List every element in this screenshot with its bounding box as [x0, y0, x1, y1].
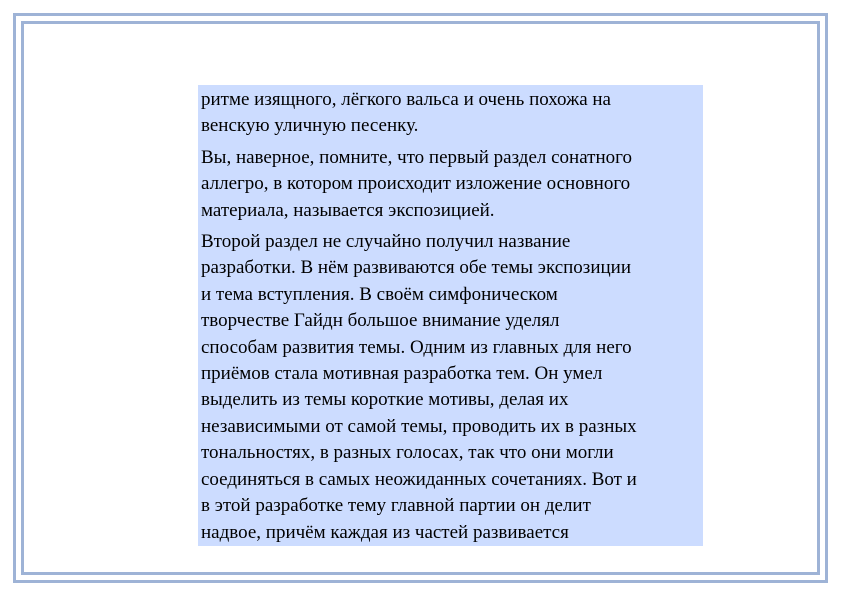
- text-line: Второй раздел не случайно получил название: [201, 231, 571, 253]
- text-line: надвое, причём каждая из частей развивается: [201, 521, 569, 543]
- paragraph-3: [201, 229, 699, 546]
- text-line: Вы, наверное, помните, что первый раздел сонатного: [201, 146, 632, 168]
- text-line: тональностях, в разных голосах, так что они могли: [201, 442, 614, 464]
- text-line: приёмов стала мотивная разработка тем. Он умел: [201, 363, 603, 385]
- text-box: [198, 85, 703, 546]
- text-line: в этой разработке тему главной партии он делит: [201, 495, 591, 517]
- text-line: способам развития темы. Одним из главных для него: [201, 336, 632, 358]
- text-line: разработки. В нём развиваются обе темы экспозиции: [201, 257, 631, 279]
- paragraph-1: [201, 87, 699, 140]
- text-line: и тема вступления. В своём симфоническом: [201, 283, 558, 305]
- text-line: ритме изящного, лёгкого вальса и очень похожа на: [201, 89, 611, 110]
- paragraph-2: [201, 145, 699, 224]
- text-line: соединяться в самых неожиданных сочетаниях. Вот и: [201, 468, 637, 490]
- text-line: выделить из темы короткие мотивы, делая их: [201, 389, 569, 411]
- text-line: творчестве Гайдн большое внимание уделял: [201, 310, 560, 332]
- text-line: материала, называется экспозицией.: [201, 199, 495, 221]
- text-line: независимыми от самой темы, проводить их в разных: [201, 415, 637, 437]
- text-line: венскую уличную песенку.: [201, 115, 419, 137]
- text-line: аллегро, в котором происходит изложение основного: [201, 173, 631, 195]
